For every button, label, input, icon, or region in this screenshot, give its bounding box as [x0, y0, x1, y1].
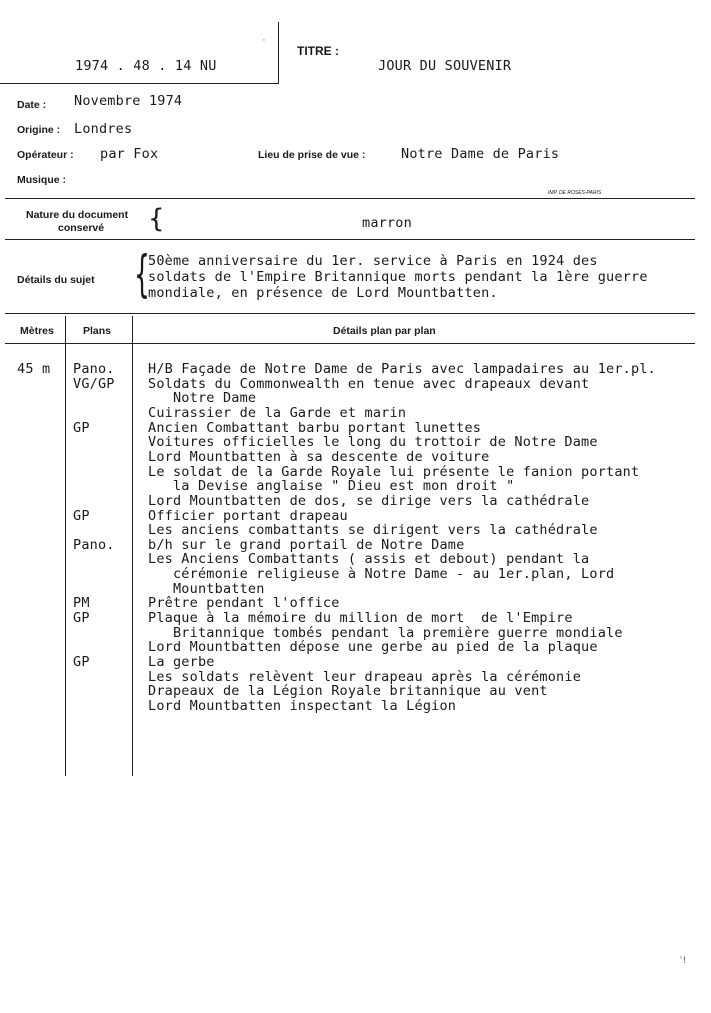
row-plan: Pano.	[73, 361, 115, 377]
nature-divider	[5, 239, 695, 240]
origine-label: Origine :	[17, 124, 61, 136]
row-metres: 45 m	[17, 361, 51, 377]
row-detail: b/h sur le grand portail de Notre Dame	[148, 536, 465, 553]
row-plan: VG/GP	[73, 375, 115, 392]
row-detail: Britannique tombés pendant la première guerre mondiale	[148, 624, 623, 641]
row-detail: Prêtre pendant l'office	[148, 595, 340, 612]
row-plan: GP	[73, 654, 90, 670]
row-detail: Les Anciens Combattants ( assis et debout) pendant la	[148, 551, 590, 568]
row-detail: Les anciens combattants se dirigent vers la cathédrale	[148, 522, 598, 539]
row-detail: Notre Dame	[148, 390, 257, 407]
row-plan: Pano.	[73, 536, 115, 553]
row-plan: GP	[73, 610, 90, 627]
row-detail: Plaque à la mémoire du million de mort de l'Empire	[148, 610, 573, 627]
row-detail: Lord Mountbatten dépose une gerbe au pied de la plaque	[148, 639, 598, 656]
row-detail: la Devise anglaise " Dieu est mon droit "	[148, 478, 515, 495]
date-value: Novembre 1974	[74, 93, 183, 109]
row-detail: Lord Mountbatten de dos, se dirige vers la cathédrale	[148, 492, 590, 509]
date-label: Date :	[17, 99, 47, 111]
imprint-text: IMP. DE ROSES-PARIS	[548, 190, 602, 196]
row-plan: GP	[73, 507, 90, 524]
nature-label-line2: conservé	[58, 222, 105, 234]
row-detail: La gerbe	[148, 654, 215, 670]
row-detail: Lord Mountbatten à sa descente de voiture	[148, 448, 490, 465]
row-plan: PM	[73, 595, 90, 612]
titre-value: JOUR DU SOUVENIR	[378, 58, 512, 74]
operateur-label: Opérateur :	[17, 149, 74, 161]
details-sujet-line-2: soldats de l'Empire Britannique morts pendant la 1ère guerre	[148, 269, 648, 285]
lieu-value: Notre Dame de Paris	[401, 146, 560, 162]
titre-label: TITRE :	[297, 44, 339, 58]
table-column-line-1	[65, 316, 66, 776]
row-detail: Le soldat de la Garde Royale lui présente le fanion portant	[148, 463, 640, 480]
details-sujet-line-3: mondiale, en présence de Lord Mountbatten.	[148, 285, 498, 301]
nature-label-line1: Nature du document	[26, 209, 129, 221]
row-detail: Cuirassier de la Garde et marin	[148, 404, 407, 421]
margin-mark: ʿ!	[680, 956, 687, 966]
row-detail: cérémonie religieuse à Notre Dame - au 1er.plan, Lord	[148, 566, 615, 583]
details-sujet-divider	[5, 313, 695, 314]
row-plan: GP	[73, 419, 90, 436]
row-detail: Les soldats relèvent leur drapeau après la cérémonie	[148, 668, 582, 685]
operateur-value: par Fox	[100, 146, 159, 162]
row-detail: Soldats du Commonwealth en tenue avec drapeaux devant	[148, 375, 590, 392]
header-divider-bottom	[0, 83, 279, 84]
musique-label: Musique :	[17, 174, 66, 186]
details-sujet-bracket: {	[133, 245, 150, 303]
table-header-divider	[5, 343, 695, 344]
row-detail: Lord Mountbatten inspectant la Légion	[148, 697, 457, 714]
header-divider-vertical	[278, 22, 279, 84]
row-detail: Voitures officielles le long du trottoir de Notre Dame	[148, 434, 598, 451]
nature-bracket: {	[148, 204, 165, 234]
row-detail: Officier portant drapeau	[148, 507, 348, 524]
nature-value: marron	[362, 215, 412, 231]
col-header-plans: Plans	[83, 325, 112, 337]
row-detail: Ancien Combattant barbu portant lunettes	[148, 419, 482, 436]
row-detail: Drapeaux de la Légion Royale britannique au vent	[148, 683, 548, 700]
col-header-details: Détails plan par plan	[333, 325, 436, 337]
details-sujet-label: Détails du sujet	[17, 274, 95, 286]
details-sujet-line-1: 50ème anniversaire du 1er. service à Paris en 1924 des	[148, 253, 598, 269]
lieu-label: Lieu de prise de vue :	[258, 149, 366, 161]
margin-mark: '	[263, 38, 265, 46]
origine-value: Londres	[74, 121, 133, 137]
row-detail: H/B Façade de Notre Dame de Paris avec lampadaires au 1er.pl.	[148, 361, 656, 377]
row-detail: Mountbatten	[148, 580, 265, 597]
table-column-line-2	[132, 316, 133, 776]
reference-number: 1974 . 48 . 14 NU	[75, 58, 217, 74]
fields-divider	[5, 198, 695, 199]
col-header-metres: Mètres	[20, 325, 54, 337]
